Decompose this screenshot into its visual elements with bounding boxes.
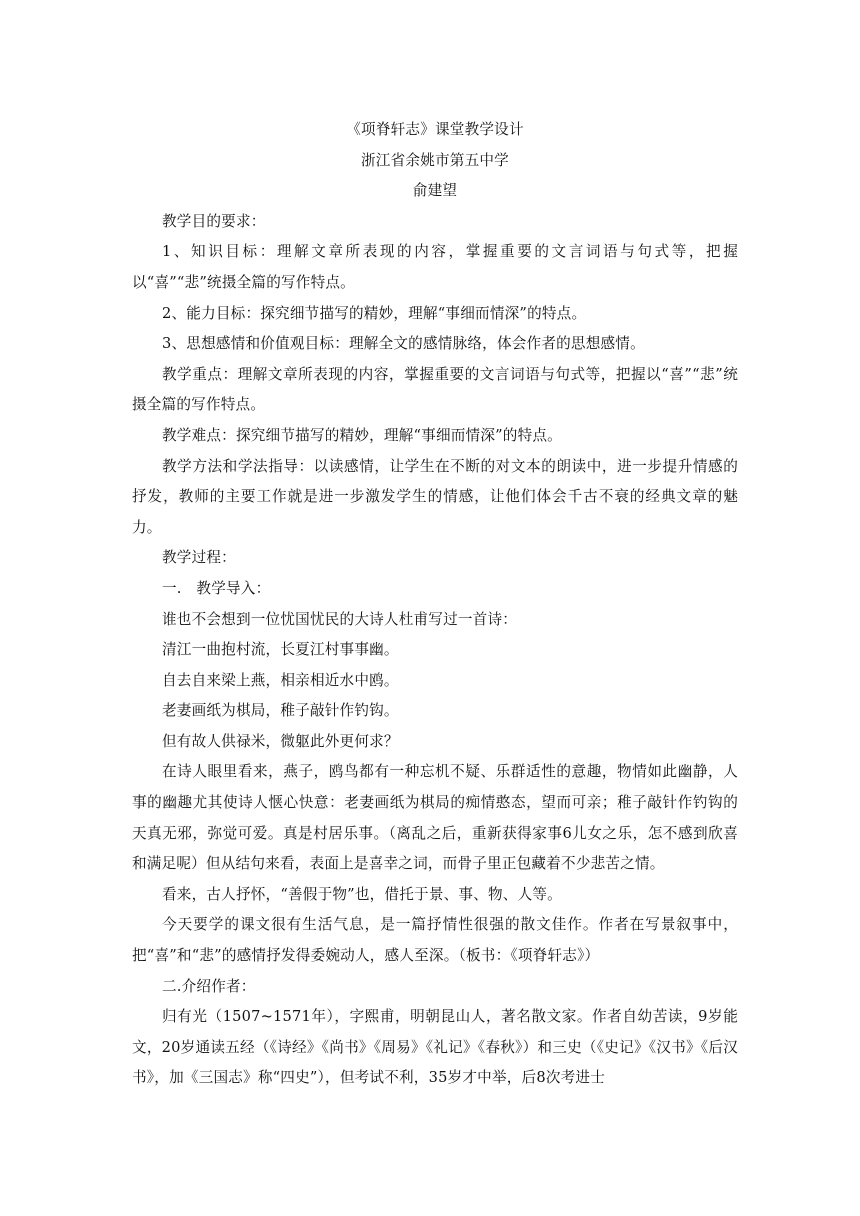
poem-line: 自去自来梁上燕，相亲相近水中鸥。 [162,671,399,689]
paragraph: 教学方法和学法指导：以读感情，让学生在不断的对文本的朗读中，进一步提升情感的抒发，教师的主要工作就是进一步激发学生的情感，让他们体会千古不衰的经典文章的魅力。 [132,457,738,536]
paragraph: 教学重点：理解文章所表现的内容，掌握重要的文言词语与句式等，把握以“喜”“悲”统摄全篇的写作特点。 [132,365,738,414]
paragraph: 教学过程： [162,549,236,567]
paragraph: 教学难点：探究细节描写的精妙，理解“事细而情深”的特点。 [162,426,562,444]
author-name: 俞建望 [412,182,458,200]
paragraph: 看来，古人抒怀，“善假于物”也，借托于景、事、物、人等。 [162,885,562,903]
poem-line: 老妻画纸为棋局，稚子敲针作钓钩。 [162,702,399,720]
paragraph: 在诗人眼里看来，燕子，鸥鸟都有一种忘机不疑、乐群适性的意趣，物情如此幽静，人事的幽趣尤其使诗人惬心快意：老妻画纸为棋局的痴情憨态，望而可亲；稚子敲针作钓钩的天真无邪，弥觉可爱。真是村居乐事。（离乱之后，重新获得家事6儿女之乐，怎不感到欣喜和满足呢）但从结句来看，表面上是喜幸之词，而骨子里正包藏着不少悲苦之情。 [132,763,738,873]
document-body [132,115,738,1094]
document-title: 《项脊轩志》课堂教学设计 [346,121,524,138]
paragraph: 归有光（1507~1571年），字熙甫，明朝昆山人，著名散文家。作者自幼苦读，9岁能文，20岁通读五经（《诗经》《尚书》《周易》《礼记》《春秋》）和三史（《史记》《汉书》《后汉书》，加《三国志》称“四史”），但考试不利，35岁才中举，后8次考进士 [132,1008,738,1087]
paragraph: 今天要学的课文很有生活气息，是一篇抒情性很强的散文佳作。作者在写景叙事中，把“喜”和“悲”的感情抒发得委婉动人，感人至深。（板书：《项脊轩志》） [132,916,738,965]
poem-line: 清江一曲抱村流，长夏江村事事幽。 [162,641,399,659]
paragraph: 谁也不会想到一位忧国忧民的大诗人杜甫写过一首诗： [162,610,518,628]
section-heading: 二.介绍作者： [162,977,256,995]
paragraph: 3、思想感情和价值观目标：理解全文的感情脉络，体会作者的思想感情。 [162,335,645,353]
paragraph: 教学目的要求： [162,212,266,230]
poem-line: 但有故人供禄米，微躯此外更何求？ [162,732,399,750]
paragraph: 2、能力目标：探究细节描写的精妙，理解“事细而情深”的特点。 [162,304,587,322]
section-heading: 一. 教学导入： [162,579,271,597]
paragraph: 1、知识目标：理解文章所表现的内容，掌握重要的文言词语与句式等，把握以“喜”“悲”统摄全篇的写作特点。 [132,243,738,291]
school-name: 浙江省余姚市第五中学 [361,151,509,169]
